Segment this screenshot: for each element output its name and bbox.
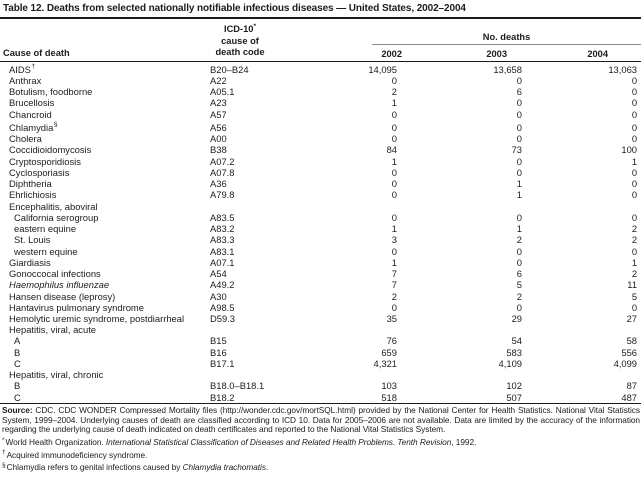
deaths-2003-cell: 0 (516, 256, 522, 268)
deaths-2003-cell: 0 (516, 122, 522, 134)
deaths-2002-cell: 0 (391, 133, 397, 145)
col-header-no-deaths (330, 19, 641, 61)
deaths-2002-cell: 35 (386, 313, 397, 324)
deaths-2002-cell: 84 (386, 144, 397, 156)
deaths-2004-cell: 13,063 (608, 63, 638, 75)
deaths-2004-cell: 0 (631, 189, 638, 201)
deaths-2003-cell: 6 (516, 268, 522, 280)
deaths-2003-cell: 2 (516, 234, 522, 246)
cause-cell: Coccidioidomycosis (9, 144, 92, 156)
icd-code-cell: A56 (210, 122, 227, 134)
cause-cell: Cyclosporiasis (9, 166, 70, 178)
deaths-2003-cell: 0 (516, 74, 522, 86)
header-row (0, 19, 641, 61)
deaths-2004-cell: 556 (621, 346, 638, 358)
deaths-2003-cell: 2 (516, 290, 522, 302)
footnote-who (2, 435, 640, 448)
asterisk-symbol: * (2, 436, 5, 444)
deaths-2003-cell: 583 (506, 346, 522, 358)
cause-cell: Cholera (9, 133, 42, 145)
deaths-2002-cell: 0 (391, 108, 397, 120)
col-header-icd-code (210, 19, 330, 61)
deaths-2003-cell: 1 (516, 178, 522, 190)
deaths-2002-cell: 0 (391, 166, 397, 178)
icd-asterisk: * (253, 23, 256, 30)
deaths-2004-cell: 58 (626, 335, 638, 347)
source-text: CDC. CDC WONDER Compressed Mortality files (http://wonder.cdc.gov/mortSQL.html) provided by the National Center for Health Statistics. National Vital Statistics System, 1999–2004. Underlying causes of death are classified according to ICD 10. Data for 2005–2006 are not available. Data are limited by the accuracy of the information regarding the underlying cause of death indicated on death certificates and reported to the National Vital Statistics System. (2, 404, 640, 435)
icd-code-cell: A07.1 (210, 256, 235, 268)
deaths-2003-cell: 0 (516, 166, 522, 178)
deaths-2003-cell (408, 201, 526, 212)
deaths-2003-cell: 1 (516, 189, 522, 201)
footnote-aids (2, 448, 640, 461)
deaths-2002-cell: 0 (391, 178, 397, 190)
deaths-2002-cell (330, 201, 408, 212)
deaths-2003-cell: 0 (516, 245, 522, 257)
deaths-2004-cell: 1 (631, 155, 638, 167)
icd-label: ICD-10 (224, 24, 254, 35)
icd-code-cell: A83.1 (210, 245, 235, 257)
deaths-2002-cell: 76 (386, 335, 397, 347)
table-row (0, 223, 641, 234)
deaths-2004-cell: 0 (631, 74, 638, 86)
cause-cell: Diphtheria (9, 178, 52, 190)
no-deaths-spanner: No. deaths (372, 31, 641, 45)
table-row (0, 133, 641, 144)
icd-code-cell: B15 (210, 335, 227, 347)
cause-cell: Botulism, foodborne (9, 86, 93, 98)
table-row (0, 358, 641, 369)
deaths-2003-cell: 0 (516, 301, 522, 313)
deaths-2003-cell: 0 (516, 155, 522, 167)
dagger-symbol: † (2, 449, 6, 457)
footnote-text-post: . (265, 462, 269, 473)
table-footer (0, 404, 641, 473)
deaths-2004-cell: 0 (631, 133, 638, 145)
deaths-2003-cell: 4,109 (498, 357, 522, 369)
deaths-2004-cell: 0 (631, 122, 638, 134)
deaths-2004-cell: 0 (631, 178, 638, 190)
cause-cell: western equine (14, 245, 78, 257)
deaths-2003-cell: 507 (506, 391, 522, 403)
deaths-2004-cell: 0 (631, 86, 638, 98)
table-row (0, 347, 641, 358)
table-row (0, 167, 641, 178)
deaths-2003-cell: 102 (506, 380, 522, 392)
cause-cell: Giardiasis (9, 256, 51, 268)
icd-code-cell: A05.1 (210, 86, 235, 98)
footnote-text: Chlamydia refers to genital infections caused by (6, 462, 183, 473)
deaths-table (0, 19, 641, 404)
deaths-2004-cell: 5 (631, 290, 638, 302)
deaths-2002-cell (330, 324, 408, 335)
group-header-row (0, 369, 641, 380)
cause-cell: Cryptosporidiosis (9, 155, 81, 167)
table-row (0, 144, 641, 155)
deaths-2002-cell: 518 (381, 391, 397, 403)
icd-code-cell: B17.1 (210, 357, 235, 369)
table-row (0, 268, 641, 279)
deaths-2002-cell: 3 (391, 234, 397, 246)
cause-cell: B (14, 346, 21, 358)
icd-code-cell: A30 (210, 290, 227, 302)
deaths-2004-cell (526, 324, 641, 335)
deaths-2003-cell: 0 (516, 133, 522, 145)
icd-code-cell (210, 369, 330, 380)
icd-code-cell: B20–B24 (210, 63, 249, 75)
table-row (0, 120, 641, 133)
source-note (2, 406, 640, 435)
icd-code-cell: A54 (210, 268, 227, 280)
deaths-2003-cell (408, 324, 526, 335)
table-row (0, 109, 641, 120)
table-row (0, 61, 641, 75)
table-row (0, 234, 641, 245)
deaths-2002-cell: 0 (391, 74, 397, 86)
cause-cell: AIDS† (9, 62, 36, 75)
icd-code-cell: A83.5 (210, 211, 235, 223)
deaths-2004-cell: 11 (627, 279, 638, 291)
deaths-2002-cell: 1 (391, 155, 397, 167)
footnote-chlamydia (2, 460, 640, 473)
icd-code-cell: A36 (210, 178, 227, 190)
deaths-2004-cell: 2 (631, 234, 638, 246)
icd-code-cell: A00 (210, 133, 227, 145)
deaths-2003-cell: 73 (511, 144, 522, 156)
icd-code-cell: A57 (210, 108, 227, 120)
section-symbol: § (2, 461, 6, 469)
deaths-2004-cell: 0 (631, 108, 638, 120)
table-row (0, 392, 641, 404)
group-header-row (0, 201, 641, 212)
table-row (0, 86, 641, 97)
cause-cell: Encephalitis, aboviral (9, 200, 98, 212)
footnote-text-post: , 1992. (451, 437, 477, 448)
deaths-2002-cell: 14,095 (368, 63, 397, 75)
icd-code-cell: D59.3 (210, 313, 236, 324)
deaths-2002-cell: 1 (391, 256, 397, 268)
icd-code-cell: A98.5 (210, 301, 235, 313)
table-row (0, 189, 641, 200)
group-header-row (0, 324, 641, 335)
deaths-2004-cell: 27 (626, 313, 638, 324)
table-row (0, 279, 641, 290)
deaths-2004-cell: 2 (631, 268, 638, 280)
footnotes (2, 435, 640, 473)
deaths-2002-cell: 2 (391, 290, 397, 302)
icd-code-cell: B18.2 (210, 391, 235, 403)
col-header-year-2004: 2004 (587, 48, 608, 59)
icd-code-cell (210, 201, 330, 212)
deaths-2002-cell: 2 (391, 86, 397, 98)
table-row (0, 212, 641, 223)
deaths-2002-cell: 7 (391, 268, 397, 280)
cause-cell: B (14, 380, 21, 392)
deaths-2003-cell: 54 (511, 335, 522, 347)
table-row (0, 380, 641, 391)
deaths-2002-cell: 4,321 (373, 357, 397, 369)
cause-cell: St. Louis (14, 234, 51, 246)
icd-label-line2: cause of (221, 35, 259, 46)
cause-cell: Ehrlichiosis (9, 189, 57, 201)
table-title: Table 12. Deaths from selected nationally notifiable infectious diseases — United States, 2002–2004 (3, 3, 466, 14)
deaths-2003-cell: 5 (516, 279, 522, 291)
deaths-2003-cell: 0 (516, 211, 522, 223)
icd-code-cell: B16 (210, 346, 227, 358)
cause-cell: Chlamydia§ (9, 120, 58, 134)
icd-code-cell: A07.2 (210, 155, 235, 167)
deaths-2004-cell: 487 (621, 391, 638, 403)
deaths-2002-cell: 0 (391, 301, 397, 313)
icd-code-cell: A49.2 (210, 279, 235, 291)
deaths-2002-cell (330, 369, 408, 380)
icd-code-cell: B18.0–B18.1 (210, 380, 265, 392)
deaths-2004-cell: 0 (631, 211, 638, 223)
deaths-2002-cell: 0 (391, 211, 397, 223)
footnote-italic-text: Chlamydia trachomatis (182, 462, 266, 473)
icd-label-line3: death code (215, 47, 265, 58)
table-row (0, 75, 641, 86)
deaths-2002-cell: 0 (391, 245, 397, 257)
cause-cell: Gonoccocal infections (9, 268, 101, 280)
table-row (0, 156, 641, 167)
col-header-cause: Cause of death (0, 19, 210, 61)
table-row (0, 335, 641, 346)
cause-cell: C (14, 357, 21, 369)
table-row (0, 97, 641, 108)
deaths-2004-cell: 100 (621, 144, 638, 156)
deaths-2004-cell: 87 (626, 380, 638, 392)
deaths-2003-cell: 0 (516, 108, 522, 120)
cause-cell: A (14, 335, 21, 347)
footnote-text: World Health Organization. (5, 437, 106, 448)
table-row (0, 313, 641, 324)
table-row (0, 178, 641, 189)
deaths-2004-cell (526, 201, 641, 212)
cause-cell: Hansen disease (leprosy) (9, 290, 116, 302)
deaths-2002-cell: 0 (391, 189, 397, 201)
deaths-2002-cell: 659 (381, 346, 397, 358)
deaths-2002-cell: 7 (391, 279, 397, 291)
cause-cell: Hantavirus pulmonary syndrome (9, 301, 144, 313)
deaths-2004-cell: 0 (631, 301, 638, 313)
deaths-2004-cell: 1 (631, 256, 638, 268)
icd-code-cell: A22 (210, 74, 227, 86)
deaths-2003-cell: 1 (516, 223, 522, 235)
cause-cell: eastern equine (14, 223, 77, 235)
icd-code-cell: A07.8 (210, 166, 235, 178)
cause-cell: Chancroid (9, 108, 52, 120)
deaths-2004-cell: 0 (631, 245, 638, 257)
table-row (0, 246, 641, 257)
footnote-text: Acquired immunodeficiency syndrome. (6, 449, 148, 460)
deaths-2002-cell: 103 (381, 380, 397, 392)
deaths-2002-cell: 1 (391, 97, 397, 109)
icd-code-cell: A23 (210, 97, 227, 109)
table-row (0, 302, 641, 313)
deaths-2003-cell: 29 (511, 313, 522, 324)
year-headers (330, 45, 641, 61)
cause-cell: California serogroup (14, 211, 99, 223)
deaths-2004-cell: 4,099 (613, 357, 638, 369)
deaths-2003-cell: 13,658 (493, 63, 522, 75)
source-label: Source: (2, 404, 33, 415)
deaths-2003-cell: 0 (516, 97, 522, 109)
cause-cell: Brucellosis (9, 97, 55, 109)
deaths-2002-cell: 1 (391, 223, 397, 235)
cause-cell: C (14, 391, 21, 403)
icd-code-cell: A83.2 (210, 223, 235, 235)
cause-cell: Hemolytic uremic syndrome, postdiarrheal (9, 313, 185, 324)
deaths-2004-cell: 2 (631, 223, 638, 235)
icd-code-cell: A79.8 (210, 189, 235, 201)
deaths-2003-cell: 6 (516, 86, 522, 98)
cause-cell: Hepatitis, viral, chronic (9, 369, 104, 381)
col-header-year-2002: 2002 (381, 48, 402, 59)
deaths-2004-cell (526, 369, 641, 380)
footnote-italic-text: International Statistical Classification of Diseases and Related Health Problems. Tenth Revision (105, 437, 452, 448)
deaths-2003-cell (408, 369, 526, 380)
cause-cell: Haemophilus influenzae (9, 279, 110, 291)
icd-code-cell (210, 324, 330, 335)
deaths-2002-cell: 0 (391, 122, 397, 134)
table-row (0, 257, 641, 268)
table-body (0, 61, 641, 403)
cause-cell: Anthrax (9, 74, 42, 86)
col-header-year-2003: 2003 (486, 48, 507, 59)
icd-code-cell: A83.3 (210, 234, 235, 246)
icd-code-cell: B38 (210, 144, 227, 156)
cause-cell: Hepatitis, viral, acute (9, 324, 97, 336)
table-row (0, 291, 641, 302)
deaths-2004-cell: 0 (631, 166, 638, 178)
deaths-2004-cell: 0 (631, 97, 638, 109)
